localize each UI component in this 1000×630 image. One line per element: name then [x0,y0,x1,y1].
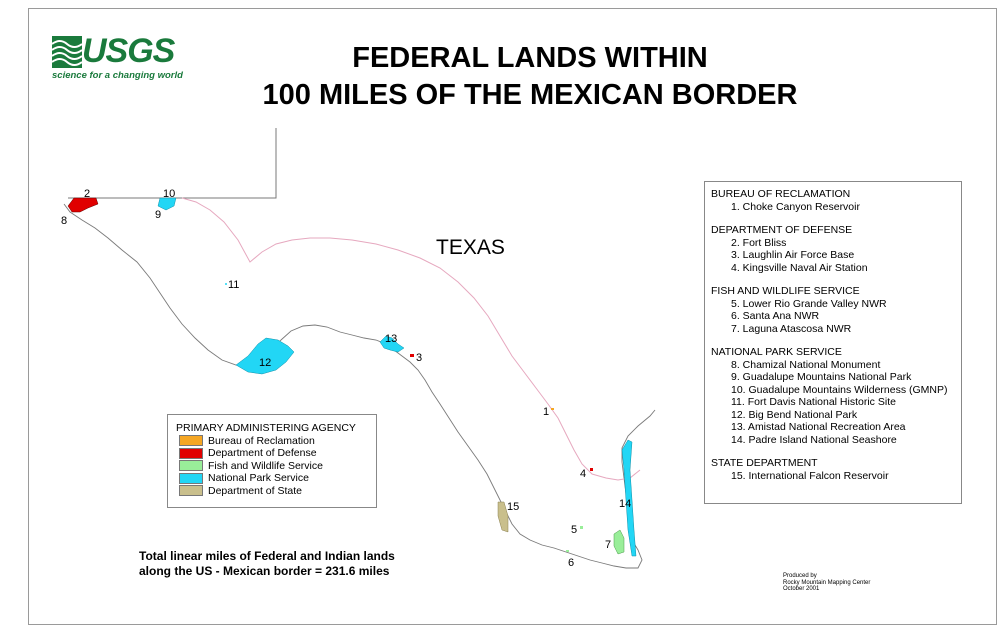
key-label: Bureau of Reclamation [208,434,315,447]
legend-entry: 4. Kingsville Naval Air Station [731,261,868,274]
site-label-11: 11 [228,279,240,291]
credit-line-3: October 2001 [783,586,820,592]
site-santa-ana-shape [566,550,569,552]
legend-group-defense [711,224,961,274]
legend-entry: 5. Lower Rio Grande Valley NWR [731,297,887,310]
key-label: National Park Service [208,472,309,484]
legend-entry: 15. International Falcon Reservoir [731,469,889,482]
total-miles-line-2: along the US - Mexican border = 231.6 miles [139,564,390,578]
agency-key-title: PRIMARY ADMINISTERING AGENCY [176,422,356,434]
credit-line-1: Produced by [783,573,817,579]
state-label-texas: TEXAS [436,236,505,259]
key-label: Department of State [208,484,302,497]
usgs-wordmark: USGS [82,32,175,70]
legend-group-fish-wildlife [711,285,961,335]
rio-grande-border [64,204,655,568]
production-credit [783,573,870,593]
legend-entry: 10. Guadalupe Mountains Wilderness (GMNP) [731,383,948,396]
site-label-3: 3 [416,352,423,364]
site-lower-rio-grande-shape [580,526,583,529]
total-border-miles-note [139,549,395,579]
swatch-state [179,485,203,496]
legend-agency-heading: FISH AND WILDLIFE SERVICE [711,285,860,297]
swatch-fish-wildlife [179,460,203,471]
title-line-1: FEDERAL LANDS WITHIN [352,42,708,74]
site-label-10: 10 [163,188,176,200]
legend-entry: 8. Chamizal National Monument [731,358,881,371]
legend-agency-heading: DEPARTMENT OF DEFENSE [711,224,853,236]
site-label-9: 9 [155,209,162,221]
total-miles-line-1: Total linear miles of Federal and Indian lands [139,549,395,563]
legend-entry: 1. Choke Canyon Reservoir [731,200,860,213]
swatch-park-service [179,473,203,484]
site-label-14: 14 [619,498,632,510]
legend-agency-heading: BUREAU OF RECLAMATION [711,188,851,200]
site-label-8: 8 [61,215,68,227]
site-label-2: 2 [84,188,91,200]
site-label-6: 6 [568,557,575,569]
legend-agency-heading: STATE DEPARTMENT [711,457,818,469]
site-label-1: 1 [543,406,550,418]
key-label: Fish and Wildlife Service [208,459,323,472]
legend-agency-heading: NATIONAL PARK SERVICE [711,346,842,358]
legend-entry: 9. Guadalupe Mountains National Park [731,371,912,383]
legend-entry: 13. Amistad National Recreation Area [731,421,906,433]
legend-entry: 6. Santa Ana NWR [731,310,820,322]
title-line-2: 100 MILES OF THE MEXICAN BORDER [262,79,798,111]
swatch-reclamation [179,435,203,446]
site-label-4: 4 [580,468,587,480]
site-laughlin-shape [410,354,414,357]
legend-entry: 3. Laughlin Air Force Base [731,249,855,261]
site-kingsville-shape [590,468,593,471]
site-fort-bliss-shape [68,198,98,212]
sites-legend [704,181,962,504]
legend-entry: 2. Fort Bliss [731,236,787,249]
legend-entry: 12. Big Bend National Park [731,408,858,421]
swatch-defense [179,448,203,459]
key-row-park-service [176,472,376,485]
legend-group-park-service [711,346,961,446]
site-choke-canyon-shape [551,408,554,410]
site-label-5: 5 [571,524,578,536]
legend-entry: 11. Fort Davis National Historic Site [731,396,896,408]
site-label-12: 12 [259,357,272,369]
key-row-fish-wildlife [176,460,376,473]
key-label: Department of Defense [208,447,317,459]
legend-group-reclamation [711,188,961,213]
site-fort-davis-shape [225,283,227,285]
agency-color-key [167,414,377,508]
site-laguna-atascosa-shape [614,530,624,554]
site-label-15: 15 [507,501,520,513]
credit-line-2: Rocky Mountain Mapping Center [783,579,871,586]
key-row-defense [176,447,376,460]
usgs-tagline: science for a changing world [52,70,183,81]
legend-entry: 14. Padre Island National Seashore [731,433,897,446]
key-row-reclamation [176,435,376,448]
legend-group-state-department [711,457,961,482]
site-label-13: 13 [385,333,398,345]
site-label-7: 7 [605,539,612,551]
legend-entry: 7. Laguna Atascosa NWR [731,322,852,335]
key-row-state [176,485,376,498]
